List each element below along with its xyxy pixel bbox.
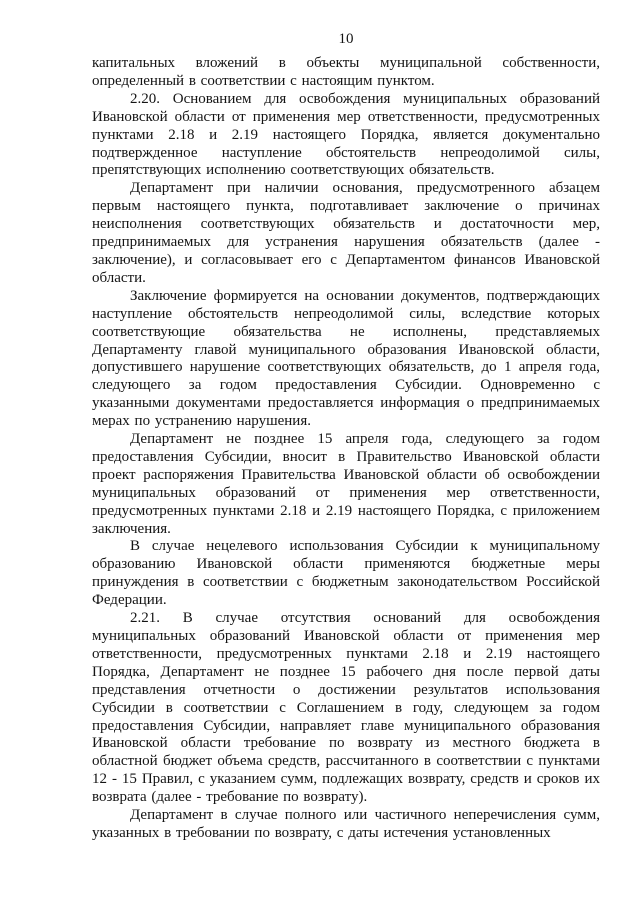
paragraph-continuation: капитальных вложений в объекты муниципальной собственности, определенный в соответствии с настоящим пунктом. <box>92 55 600 89</box>
paragraph-non-transfer: Департамент в случае полного или частичного неперечисления сумм, указанных в требовании по возврату, с даты истечения установленных <box>92 807 600 841</box>
paragraph-misuse-measures: В случае нецелевого использования Субсидии к муниципальному образованию Ивановской области применяются бюджетные меры принуждения в соответствии с бюджетным законодательством Российской Федерации. <box>92 538 600 609</box>
paragraph-department-deadline: Департамент не позднее 15 апреля года, следующего за годом предоставления Субсидии, вносит в Правительство Ивановской области проект распоряжения Правительства Ивановской области об освобождении муниципальных образований от применения мер ответственности, предусмотренных пунктами 2.18 и 2.19 настоящего Порядка, с приложением заключения. <box>92 431 600 537</box>
document-body <box>92 55 600 843</box>
paragraph-conclusion-formation: Заключение формируется на основании документов, подтверждающих наступление обстоятельств непреодолимой силы, вследствие которых соответствующие обязательства не исполнены, представляемых Департаменту главой муниципального образования Ивановской области, допустившего нарушение соответствующих обязательств, до 1 апреля года, следующего за годом предоставления Субсидии. Одновременно с указанными документами предоставляется информация о предпринимаемых мерах по устранению нарушения. <box>92 287 600 430</box>
paragraph-department-conclusion: Департамент при наличии основания, предусмотренного абзацем первым настоящего пункта, подготавливает заключение о причинах неисполнения соответствующих обязательств и достаточности мер, предпринимаемых для устранения нарушения обязательств (далее - заключение), и согласовывает его с Департаментом финансов Ивановской области. <box>92 180 600 286</box>
paragraph-2-20: 2.20. Основанием для освобождения муниципальных образований Ивановской области от применения мер ответственности, предусмотренных пунктами 2.18 и 2.19 настоящего Порядка, является документально подтвержденное наступление обстоятельств непреодолимой силы, препятствующих исполнению соответствующих обязательств. <box>92 90 600 179</box>
page-number: 10 <box>338 31 354 47</box>
paragraph-2-21: 2.21. В случае отсутствия оснований для освобождения муниципальных образований Ивановской области от применения мер ответственности, предусмотренных пунктами 2.18 и 2.19 настоящего Порядка, Департамент не позднее 15 рабочего дня после первой даты представления отчетности о достижении результатов использования Субсидии в соответствии с Соглашением в году, следующем за годом предоставления Субсидии, направляет главе муниципального образования Ивановской области требование по возврату из местного бюджета в областной бюджет объема средств, рассчитанного в соответствии с пунктами 12 - 15 Правил, с указанием сумм, подлежащих возврату, средств и сроков их возврата (далее - требование по возврату). <box>92 610 600 806</box>
